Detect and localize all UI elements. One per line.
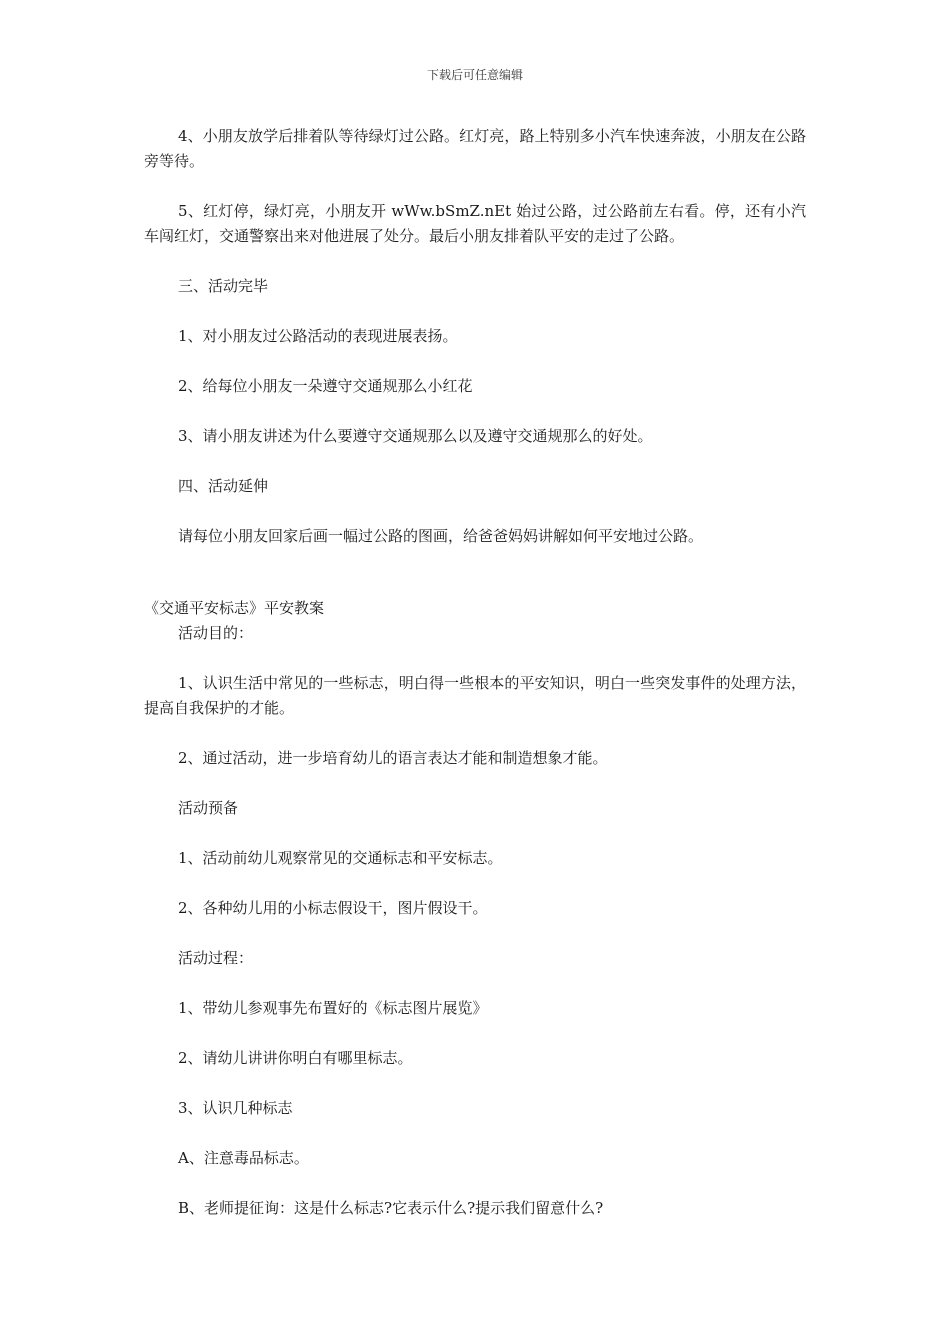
paragraph: 5、红灯停，绿灯亮，小朋友开 wWw.bSmZ.nEt 始过公路，过公路前左右看。停，还有小汽车闯红灯，交通警察出来对他进展了处分。最后小朋友排着队平安的走过了公路。: [144, 202, 806, 245]
section-heading: 活动目的：: [178, 624, 254, 642]
paragraph: B、老师提征询：这是什么标志?它表示什么?提示我们留意什么?: [178, 1199, 604, 1217]
paragraph: 4、小朋友放学后排着队等待绿灯过公路。红灯亮，路上特别多小汽车快速奔波，小朋友在公路旁等待。: [144, 127, 806, 170]
paragraph: 1、带幼儿参观事先布置好的《标志图片展览》: [178, 999, 488, 1017]
section-heading: 活动预备: [178, 799, 239, 817]
paragraph: 2、通过活动，进一步培育幼儿的语言表达才能和制造想象才能。: [178, 749, 608, 767]
section-heading: 活动过程：: [178, 949, 254, 967]
lesson-title: 《交通平安标志》平安教案: [144, 599, 325, 617]
paragraph: 3、请小朋友讲述为什么要遵守交通规那么以及遵守交通规那么的好处。: [178, 427, 653, 445]
paragraph: 1、对小朋友过公路活动的表现进展表扬。: [178, 327, 458, 345]
paragraph: 请每位小朋友回家后画一幅过公路的图画，给爸爸妈妈讲解如何平安地过公路。: [178, 527, 704, 545]
paragraph: 2、各种幼儿用的小标志假设干，图片假设干。: [178, 899, 488, 917]
section-heading: 三、活动完毕: [178, 277, 269, 295]
section-heading: 四、活动延伸: [178, 477, 269, 495]
paragraph: 2、请幼儿讲讲你明白有哪里标志。: [178, 1049, 413, 1067]
paragraph: 1、活动前幼儿观察常见的交通标志和平安标志。: [178, 849, 503, 867]
document-body: [144, 124, 806, 1246]
paragraph: A、注意毒品标志。: [178, 1149, 309, 1167]
page-header: 下载后可任意编辑: [426, 68, 523, 82]
paragraph: 1、认识生活中常见的一些标志，明白得一些根本的平安知识，明白一些突发事件的处理方法，提高自我保护的才能。: [144, 674, 806, 717]
paragraph: 3、认识几种标志: [178, 1099, 293, 1117]
paragraph: 2、给每位小朋友一朵遵守交通规那么小红花: [178, 377, 473, 395]
